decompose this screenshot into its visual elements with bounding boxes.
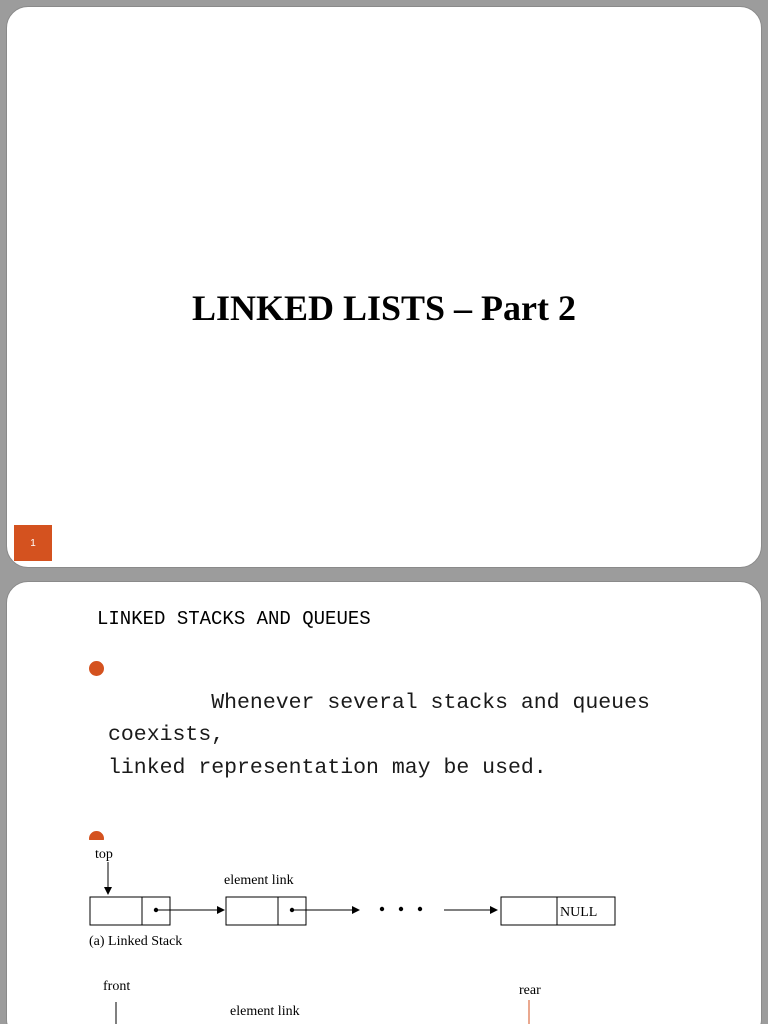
front-label: front (103, 979, 131, 994)
diagram-svg (7, 840, 762, 1024)
null-label: NULL (560, 905, 598, 920)
bullet-list (87, 654, 727, 844)
link-dot-icon (154, 908, 158, 912)
ellipsis-dot-icon (380, 907, 384, 911)
bullet-item (87, 654, 727, 817)
stack-node-2 (226, 897, 306, 925)
linked-structure-diagram (7, 840, 762, 1024)
slide-title: LINKED LISTS – Part 2 (191, 288, 577, 328)
element-link-label-2: element link (230, 1004, 300, 1019)
ellipsis-dot-icon (399, 907, 403, 911)
stack-node-last (501, 897, 615, 925)
element-link-label: element link (224, 873, 294, 888)
page-number-badge: 1 (14, 525, 52, 561)
top-label: top (95, 847, 113, 862)
slide-2 (6, 581, 762, 1024)
slide-1 (6, 6, 762, 568)
slide-heading: LINKED STACKS AND QUEUES (97, 608, 371, 630)
stack-caption: (a) Linked Stack (89, 934, 183, 949)
bullet-dot-icon (89, 661, 104, 676)
link-dot-icon (290, 908, 294, 912)
bullet-text: Whenever several stacks and queues coexists, linked representation may be used. (108, 690, 650, 780)
ellipsis-dot-icon (418, 907, 422, 911)
rear-label: rear (519, 983, 541, 998)
stack-node-1 (90, 897, 170, 925)
